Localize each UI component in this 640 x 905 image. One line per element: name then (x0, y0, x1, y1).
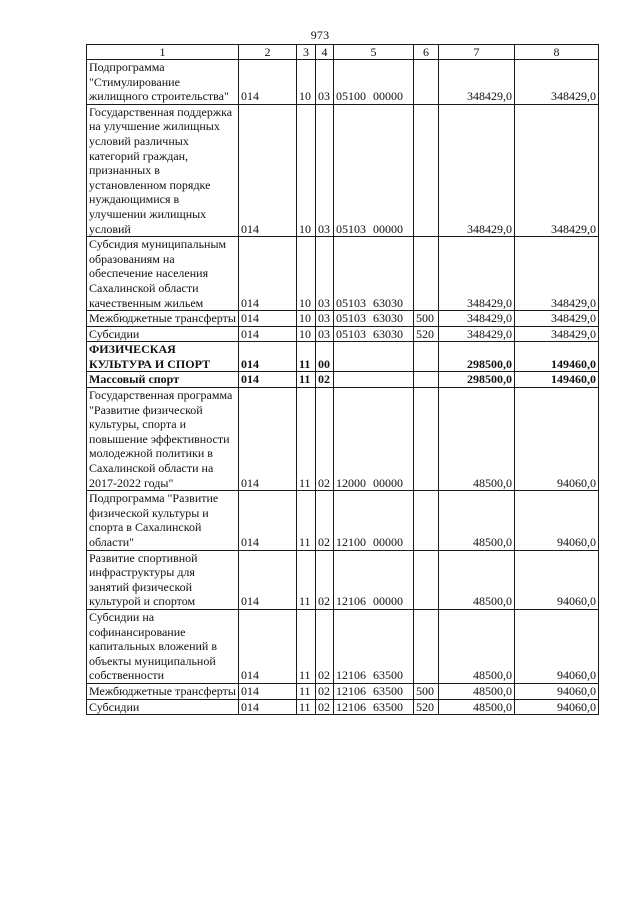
section-code-cell: 10 (297, 311, 316, 327)
program-code: 05103 (336, 311, 366, 326)
program-code: 12000 (336, 475, 366, 490)
amount-cell: 94060,0 (515, 609, 599, 683)
ministry-code-cell: 014 (239, 683, 297, 699)
target-article-cell (334, 237, 414, 311)
target-article-cell (334, 326, 414, 342)
ministry-code-cell: 014 (239, 550, 297, 609)
ministry-code-cell: 014 (239, 104, 297, 236)
direction-code: 00000 (373, 221, 403, 236)
header-cell: 3 (297, 45, 316, 60)
ministry-code-cell: 014 (239, 699, 297, 715)
row-name-cell: Подпрограмма "Развитие физической культуры и спорта в Сахалинской области" (87, 491, 239, 550)
header-cell: 1 (87, 45, 239, 60)
header-cell: 7 (439, 45, 515, 60)
target-article-cell (334, 609, 414, 683)
target-article-cell (334, 342, 414, 372)
table-row (87, 372, 599, 388)
section-code-cell: 10 (297, 104, 316, 236)
subsection-code-cell: 02 (316, 550, 334, 609)
row-name-cell: Массовый спорт (87, 372, 239, 388)
subsection-code-cell: 03 (316, 326, 334, 342)
direction-code: 00000 (373, 89, 403, 104)
direction-code: 63500 (373, 683, 403, 698)
section-code-cell: 11 (297, 609, 316, 683)
target-article-cell (334, 311, 414, 327)
row-name-cell: Государственная поддержка на улучшение жилищных условий различных категорий граждан, признанных в установленном порядке нуждающимися в улучшении жилищных условий (87, 104, 239, 236)
page-number: 973 (310, 28, 330, 42)
row-name-cell: Субсидия муниципальным образованиям на обеспечение населения Сахалинской области качественным жильем (87, 237, 239, 311)
amount-cell: 348429,0 (515, 60, 599, 105)
ministry-code-cell: 014 (239, 388, 297, 491)
program-code: 05100 (336, 89, 366, 104)
table-header-row (87, 45, 599, 60)
expense-type-cell (414, 609, 439, 683)
table-row (87, 326, 599, 342)
row-name-cell: ФИЗИЧЕСКАЯ КУЛЬТУРА И СПОРТ (87, 342, 239, 372)
target-article-cell (334, 683, 414, 699)
table-row (87, 699, 599, 715)
target-article-cell (334, 550, 414, 609)
table-row (87, 342, 599, 372)
header-cell: 4 (316, 45, 334, 60)
target-article-cell (334, 699, 414, 715)
amount-cell: 348429,0 (515, 237, 599, 311)
table-row (87, 311, 599, 327)
program-code: 05103 (336, 221, 366, 236)
amount-cell: 298500,0 (439, 342, 515, 372)
subsection-code-cell: 03 (316, 60, 334, 105)
direction-code: 63030 (373, 326, 403, 341)
program-code: 12106 (336, 594, 366, 609)
section-code-cell: 11 (297, 388, 316, 491)
amount-cell: 48500,0 (439, 388, 515, 491)
expense-type-cell (414, 342, 439, 372)
expense-type-cell: 520 (414, 326, 439, 342)
amount-cell: 48500,0 (439, 699, 515, 715)
table-row (87, 609, 599, 683)
section-code-cell: 10 (297, 237, 316, 311)
target-article-cell (334, 491, 414, 550)
expense-type-cell (414, 237, 439, 311)
amount-cell: 348429,0 (439, 60, 515, 105)
expense-type-cell (414, 550, 439, 609)
amount-cell: 348429,0 (515, 104, 599, 236)
section-code-cell: 11 (297, 550, 316, 609)
header-cell: 8 (515, 45, 599, 60)
row-name-cell: Субсидии (87, 699, 239, 715)
ministry-code-cell: 014 (239, 491, 297, 550)
program-code: 12106 (336, 668, 366, 683)
expense-type-cell (414, 388, 439, 491)
program-code: 12100 (336, 535, 366, 549)
row-name-cell: Подпрограмма "Стимулирование жилищного строительства" (87, 60, 239, 105)
section-code-cell: 10 (297, 60, 316, 105)
program-code: 05103 (336, 295, 366, 310)
subsection-code-cell: 03 (316, 237, 334, 311)
section-code-cell: 11 (297, 683, 316, 699)
budget-table (86, 44, 599, 715)
amount-cell: 348429,0 (439, 326, 515, 342)
amount-cell: 94060,0 (515, 550, 599, 609)
ministry-code-cell: 014 (239, 237, 297, 311)
subsection-code-cell: 02 (316, 388, 334, 491)
expense-type-cell: 500 (414, 311, 439, 327)
amount-cell: 348429,0 (515, 311, 599, 327)
amount-cell: 48500,0 (439, 491, 515, 550)
direction-code: 00000 (373, 594, 403, 609)
table-row (87, 491, 599, 550)
table-row (87, 550, 599, 609)
ministry-code-cell: 014 (239, 60, 297, 105)
subsection-code-cell: 02 (316, 699, 334, 715)
expense-type-cell (414, 60, 439, 105)
section-code-cell: 11 (297, 372, 316, 388)
direction-code: 63500 (373, 668, 403, 683)
row-name-cell: Развитие спортивной инфраструктуры для занятий физической культурой и спортом (87, 550, 239, 609)
target-article-cell (334, 388, 414, 491)
row-name-cell: Государственная программа "Развитие физической культуры, спорта и повышение эффективности молодежной политики в Сахалинской области на 2017-2022 годы" (87, 388, 239, 491)
subsection-code-cell: 03 (316, 311, 334, 327)
subsection-code-cell: 02 (316, 372, 334, 388)
amount-cell: 348429,0 (439, 237, 515, 311)
header-cell: 2 (239, 45, 297, 60)
amount-cell: 348429,0 (439, 311, 515, 327)
table-row (87, 60, 599, 105)
amount-cell: 94060,0 (515, 683, 599, 699)
direction-code: 00000 (373, 535, 403, 549)
row-name-cell: Межбюджетные трансферты (87, 683, 239, 699)
subsection-code-cell: 03 (316, 104, 334, 236)
ministry-code-cell: 014 (239, 372, 297, 388)
subsection-code-cell: 00 (316, 342, 334, 372)
expense-type-cell (414, 104, 439, 236)
program-code: 05103 (336, 326, 366, 341)
section-code-cell: 11 (297, 491, 316, 550)
program-code: 12106 (336, 683, 366, 698)
amount-cell: 48500,0 (439, 609, 515, 683)
ministry-code-cell: 014 (239, 311, 297, 327)
amount-cell: 298500,0 (439, 372, 515, 388)
target-article-cell (334, 372, 414, 388)
amount-cell: 94060,0 (515, 699, 599, 715)
amount-cell: 94060,0 (515, 388, 599, 491)
expense-type-cell: 520 (414, 699, 439, 715)
amount-cell: 48500,0 (439, 550, 515, 609)
subsection-code-cell: 02 (316, 609, 334, 683)
expense-type-cell: 500 (414, 683, 439, 699)
row-name-cell: Межбюджетные трансферты (87, 311, 239, 327)
target-article-cell (334, 60, 414, 105)
row-name-cell: Субсидии (87, 326, 239, 342)
table-row (87, 683, 599, 699)
amount-cell: 48500,0 (439, 683, 515, 699)
table-row (87, 237, 599, 311)
table-row (87, 104, 599, 236)
direction-code: 00000 (373, 475, 403, 490)
amount-cell: 149460,0 (515, 372, 599, 388)
table-row (87, 388, 599, 491)
target-article-cell (334, 104, 414, 236)
direction-code: 63030 (373, 311, 403, 326)
amount-cell: 149460,0 (515, 342, 599, 372)
direction-code: 63030 (373, 295, 403, 310)
header-cell: 6 (414, 45, 439, 60)
header-cell: 5 (334, 45, 414, 60)
ministry-code-cell: 014 (239, 326, 297, 342)
section-code-cell: 10 (297, 326, 316, 342)
table-body (87, 45, 599, 715)
section-code-cell: 11 (297, 342, 316, 372)
amount-cell: 348429,0 (515, 326, 599, 342)
ministry-code-cell: 014 (239, 609, 297, 683)
subsection-code-cell: 02 (316, 683, 334, 699)
expense-type-cell (414, 491, 439, 550)
expense-type-cell (414, 372, 439, 388)
program-code: 12106 (336, 699, 366, 714)
direction-code: 63500 (373, 699, 403, 714)
row-name-cell: Субсидии на софинансирование капитальных вложений в объекты муниципальной собственности (87, 609, 239, 683)
section-code-cell: 11 (297, 699, 316, 715)
subsection-code-cell: 02 (316, 491, 334, 550)
amount-cell: 348429,0 (439, 104, 515, 236)
ministry-code-cell: 014 (239, 342, 297, 372)
amount-cell: 94060,0 (515, 491, 599, 550)
